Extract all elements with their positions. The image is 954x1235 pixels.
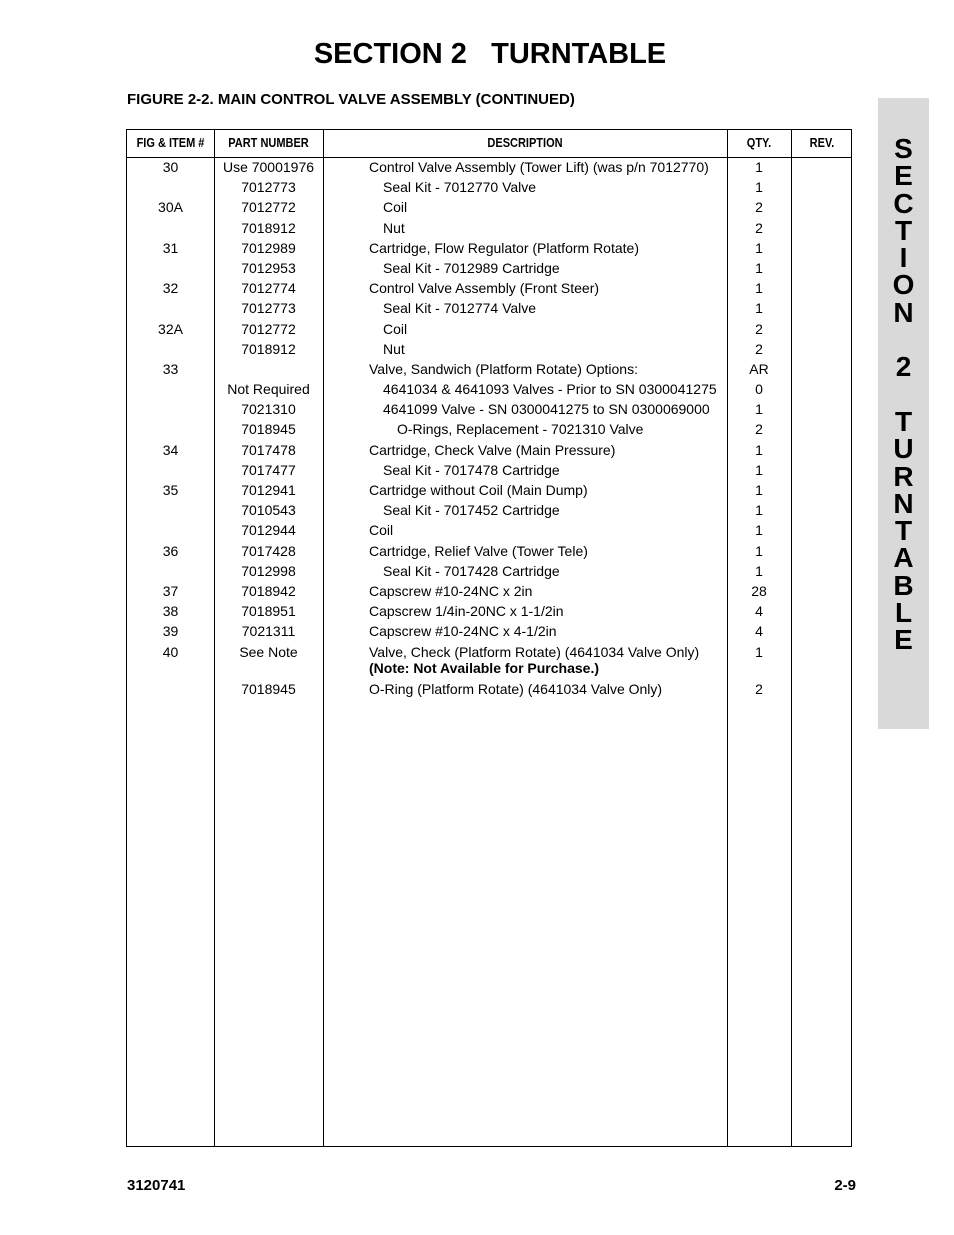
part-number: Not Required (227, 381, 310, 398)
quantity: 2 (755, 421, 763, 438)
item-number: 36 (162, 542, 179, 559)
description-text: Seal Kit - 7017452 Cartridge (383, 502, 560, 519)
description (369, 581, 532, 601)
description-text: Seal Kit - 7012774 Valve (383, 300, 537, 317)
part-number: 7018942 (241, 582, 296, 599)
table-row (127, 197, 851, 217)
document-number: 3120741 (127, 1177, 186, 1194)
item-number: 38 (162, 603, 179, 620)
table-row (127, 339, 851, 359)
description-note: (Note: Not Available for Purchase.) (369, 659, 600, 676)
description (383, 197, 407, 217)
table-row (127, 298, 851, 318)
part-number: 7017478 (241, 441, 296, 458)
header-description: DESCRIPTION (487, 136, 563, 150)
quantity: 2 (755, 219, 763, 236)
part-number: 7012998 (241, 562, 296, 579)
part-number: 7012989 (241, 239, 296, 256)
quantity: 0 (755, 381, 763, 398)
quantity: 1 (755, 461, 763, 478)
quantity: 1 (755, 401, 763, 418)
side-tab-letter: T (894, 405, 913, 437)
description (383, 258, 560, 278)
quantity: 2 (755, 340, 763, 357)
section-side-tab (878, 98, 929, 729)
item-number: 30 (162, 159, 179, 175)
table-row (127, 642, 851, 679)
side-tab-letter: I (899, 242, 908, 274)
part-number: 7021311 (241, 623, 296, 640)
part-number: 7017477 (241, 461, 296, 478)
quantity: 1 (755, 159, 763, 175)
description (383, 319, 407, 339)
side-tab-letter: 2 (895, 351, 912, 383)
table-row (127, 177, 851, 197)
description (369, 359, 638, 379)
table-row (127, 419, 851, 439)
item-number: 37 (162, 582, 179, 599)
side-tab-letter: A (893, 542, 914, 574)
description-text: Nut (383, 219, 405, 236)
side-tab-letter: T (894, 515, 913, 547)
part-number: 7012772 (241, 199, 296, 216)
description (383, 460, 560, 480)
part-number: 7018945 (241, 680, 296, 697)
header-part-number: PART NUMBER (228, 136, 309, 150)
side-tab-letter: S (894, 133, 913, 164)
quantity: 1 (755, 259, 763, 276)
description-text: O-Rings, Replacement - 7021310 Valve (397, 421, 644, 438)
side-tab-letter: U (893, 433, 914, 465)
description-text: Control Valve Assembly (Tower Lift) (was p/n 7012770) (369, 159, 709, 175)
description (369, 238, 639, 258)
item-number: 34 (162, 441, 179, 458)
side-tab-letter: R (893, 460, 914, 492)
side-tab-letter: O (892, 269, 915, 301)
part-number: 7018945 (241, 421, 296, 438)
table-row (127, 319, 851, 339)
description-text: Capscrew 1/4in-20NC x 1-1/2in (369, 603, 564, 620)
quantity: 1 (755, 239, 763, 256)
description (369, 157, 709, 177)
description (369, 440, 615, 460)
part-number: 7012953 (241, 259, 296, 276)
description-text: Cartridge, Check Valve (Main Pressure) (369, 441, 616, 458)
description-text: 4641099 Valve - SN 0300041275 to SN 0300069000 (383, 401, 710, 418)
table-row (127, 581, 851, 601)
description-text: Valve, Check (Platform Rotate) (4641034 Valve Only) (369, 643, 700, 660)
item-number: 32A (158, 320, 183, 337)
description-text: Capscrew #10-24NC x 2in (369, 582, 533, 599)
quantity: 1 (755, 562, 763, 579)
description (383, 500, 560, 520)
quantity: 1 (755, 502, 763, 519)
header-rev: REV. (809, 136, 835, 150)
side-tab-letter: C (893, 187, 914, 219)
part-number: 7012772 (241, 320, 296, 337)
table-row (127, 541, 851, 561)
side-tab-letter: N (893, 296, 914, 328)
header-item: FIG & ITEM # (136, 136, 205, 150)
table-row (127, 440, 851, 460)
description (383, 561, 560, 581)
quantity: 2 (755, 199, 763, 216)
quantity: 4 (755, 603, 763, 620)
description-text: Seal Kit - 7017428 Cartridge (383, 562, 560, 579)
table-row (127, 679, 851, 699)
description (383, 379, 717, 399)
part-number: Use 70001976 (222, 159, 315, 175)
side-tab-letter: L (894, 597, 913, 629)
item-number: 33 (162, 360, 179, 377)
table-row (127, 157, 851, 177)
table-row (127, 480, 851, 500)
section-title: SECTION 2 TURNTABLE (313, 38, 667, 70)
description (369, 621, 557, 641)
description-text: 4641034 & 4641093 Valves - Prior to SN 0300041275 (383, 381, 717, 398)
page-number: 2-9 (834, 1177, 856, 1194)
side-tab-letter: T (894, 214, 913, 246)
quantity: 1 (755, 482, 763, 498)
description-text: Control Valve Assembly (Front Steer) (369, 280, 600, 297)
description-text: Seal Kit - 7012770 Valve (383, 179, 537, 196)
quantity: 4 (755, 623, 763, 640)
description (369, 278, 599, 298)
parts-table (126, 129, 852, 1147)
description (397, 419, 643, 439)
item-number: 31 (162, 239, 179, 256)
part-number: 7012774 (241, 280, 296, 297)
table-body (127, 157, 851, 699)
description (369, 601, 564, 621)
table-row (127, 520, 851, 540)
part-number: 7018951 (241, 603, 296, 620)
description (369, 642, 699, 675)
table-row (127, 621, 851, 641)
part-number: 7021310 (241, 401, 296, 418)
part-number: 7018912 (241, 219, 296, 236)
part-number: 7012944 (241, 522, 296, 539)
figure-title: FIGURE 2-2. MAIN CONTROL VALVE ASSEMBLY (CONTINUED) (127, 91, 575, 108)
part-number: See Note (239, 643, 298, 660)
description (383, 339, 405, 359)
description (383, 177, 536, 197)
quantity: 1 (755, 179, 763, 196)
side-tab-letter: N (893, 487, 914, 519)
description-text: Coil (383, 199, 408, 216)
description (369, 480, 588, 500)
description-text: Seal Kit - 7017478 Cartridge (383, 461, 560, 478)
quantity: 1 (755, 522, 763, 539)
side-tab-letter: E (894, 160, 913, 192)
quantity: 1 (755, 300, 763, 317)
description (369, 541, 588, 561)
side-tab-letter: E (894, 624, 913, 656)
description (383, 399, 710, 419)
part-number: 7012773 (241, 179, 296, 196)
header-qty: QTY. (746, 136, 772, 150)
table-row (127, 278, 851, 298)
part-number: 7018912 (241, 340, 296, 357)
description (369, 679, 662, 699)
item-number: 35 (162, 482, 179, 498)
table-row (127, 238, 851, 258)
quantity: 2 (755, 680, 763, 697)
table-row (127, 500, 851, 520)
description-text: Capscrew #10-24NC x 4-1/2in (369, 623, 557, 640)
description-text: Cartridge, Relief Valve (Tower Tele) (369, 542, 588, 559)
description (383, 218, 405, 238)
table-row (127, 359, 851, 379)
item-number: 32 (162, 280, 179, 297)
part-number: 7012941 (241, 482, 296, 498)
quantity: 2 (755, 320, 763, 337)
table-row (127, 460, 851, 480)
table-row (127, 379, 851, 399)
item-number: 40 (162, 643, 179, 660)
part-number: 7010543 (241, 502, 296, 519)
item-number: 39 (162, 623, 179, 640)
table-row (127, 218, 851, 238)
quantity: 1 (755, 441, 763, 458)
quantity: 28 (751, 582, 767, 599)
description-text: Coil (369, 522, 394, 539)
quantity: 1 (755, 542, 763, 559)
description-text: Valve, Sandwich (Platform Rotate) Options: (369, 360, 638, 377)
item-number: 30A (158, 199, 183, 216)
table-row (127, 258, 851, 278)
table-row (127, 561, 851, 581)
description (383, 298, 536, 318)
side-tab-letters (878, 135, 929, 654)
part-number: 7012773 (241, 300, 296, 317)
part-number: 7017428 (241, 542, 296, 559)
quantity: AR (749, 360, 769, 377)
description-text: Coil (383, 320, 408, 337)
description-text: Cartridge without Coil (Main Dump) (369, 482, 588, 498)
description-text: Cartridge, Flow Regulator (Platform Rotate) (369, 239, 639, 256)
description-text: Nut (383, 340, 405, 357)
description (369, 520, 393, 540)
description-text: Seal Kit - 7012989 Cartridge (383, 259, 560, 276)
quantity: 1 (755, 280, 763, 297)
side-tab-letter: B (893, 569, 914, 601)
table-row (127, 601, 851, 621)
quantity: 1 (755, 643, 763, 660)
table-row (127, 399, 851, 419)
description-text: O-Ring (Platform Rotate) (4641034 Valve Only) (369, 680, 663, 697)
